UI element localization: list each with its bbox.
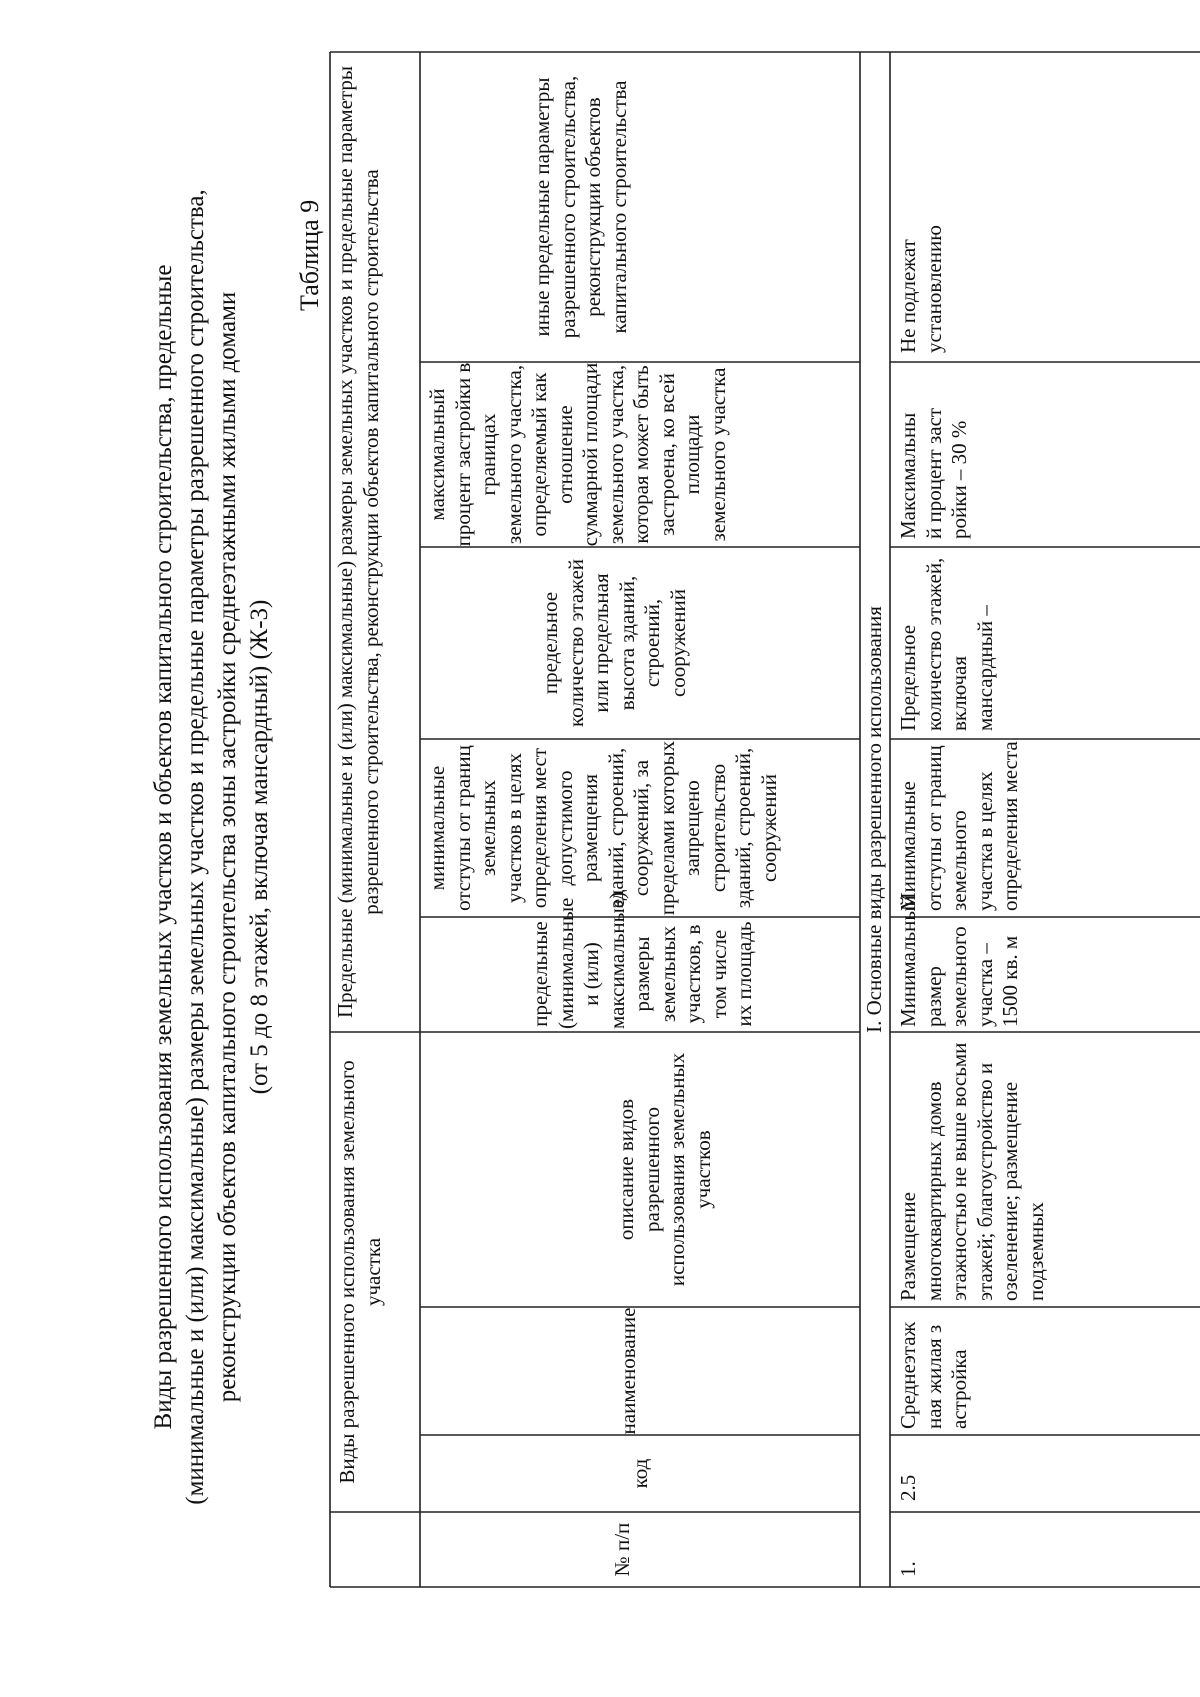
row-description: Размещение многоквартирных домов этажностью не выше восьми этажей; благоустройство и озеленение; размещение подземных xyxy=(896,1042,1048,1301)
header-other: иные предельные параметры разрешенного строительства, реконструкции объектов капитального строительства xyxy=(530,75,631,339)
table-label: Таблица 9 xyxy=(295,199,324,311)
header-num: № п/п xyxy=(610,1522,634,1577)
row-code: 2.5 xyxy=(896,1474,920,1501)
title-line-4: (от 5 до 8 этажей, включая мансардный) (Ж-3) xyxy=(246,599,273,1095)
document-title xyxy=(148,177,276,1517)
title-line-1: Виды разрешенного использования земельных участков и объектов капитального строительства, предельные xyxy=(150,264,177,1430)
section-main-uses: I. Основные виды разрешенного использования xyxy=(862,606,886,1033)
row-plot-size: Минимальный размер земельного участка – 1500 кв. м xyxy=(896,895,1022,1027)
header-plot-size: предельные (минимальные и (или) максимальные) размеры земельных участков, в том числе их площадь xyxy=(528,891,756,1029)
row-num: 1. xyxy=(896,1561,920,1577)
row-name: Среднеэтажная жилая застройка xyxy=(896,1321,971,1429)
header-floors: предельное количество этажей или предельная высота зданий, строений, сооружений xyxy=(538,558,690,728)
row-other: Не подлежат установлению xyxy=(896,225,946,353)
header-setbacks: минимальные отступы от границ земельных участков в целях определения мест допустимого размещения зданий, строений, сооружений, за пределами которых запрещено строительство зданий, строений, сооружений xyxy=(425,740,781,916)
header-code: код xyxy=(628,1458,652,1489)
title-line-3: реконструкции объектов капитального строительства зоны застройки среднеэтажными жилыми домами xyxy=(214,291,241,1403)
row-setbacks: Минимальные отступы от границ земельного участка в целях определения места xyxy=(896,741,1022,911)
row-coverage: Максимальный процент застройки – 30 % xyxy=(896,407,971,539)
header-group-params: Предельные (минимальные и (или) максимальные) размеры земельных участков и предельные параметры разрешенного строительства, реконструкции объектов капитального строительства xyxy=(333,66,383,1018)
header-coverage: максимальный процент застройки в границах земельного участка, определяемый как отношение суммарной площади земельного участка, которая может быть застроена, ко всей площади земельного участка xyxy=(425,362,730,547)
header-name: наименование xyxy=(616,1307,640,1435)
title-line-2: (минимальные и (или) максимальные) размеры земельных участков и предельные параметры разрешенного строительства, xyxy=(182,189,209,1505)
header-description: описание видов разрешенного использования земельных участков xyxy=(614,1052,715,1287)
header-group-use: Виды разрешенного использования земельного участка xyxy=(335,1060,385,1484)
row-floors: Предельное количество этажей, включая мансардный – xyxy=(896,557,997,731)
